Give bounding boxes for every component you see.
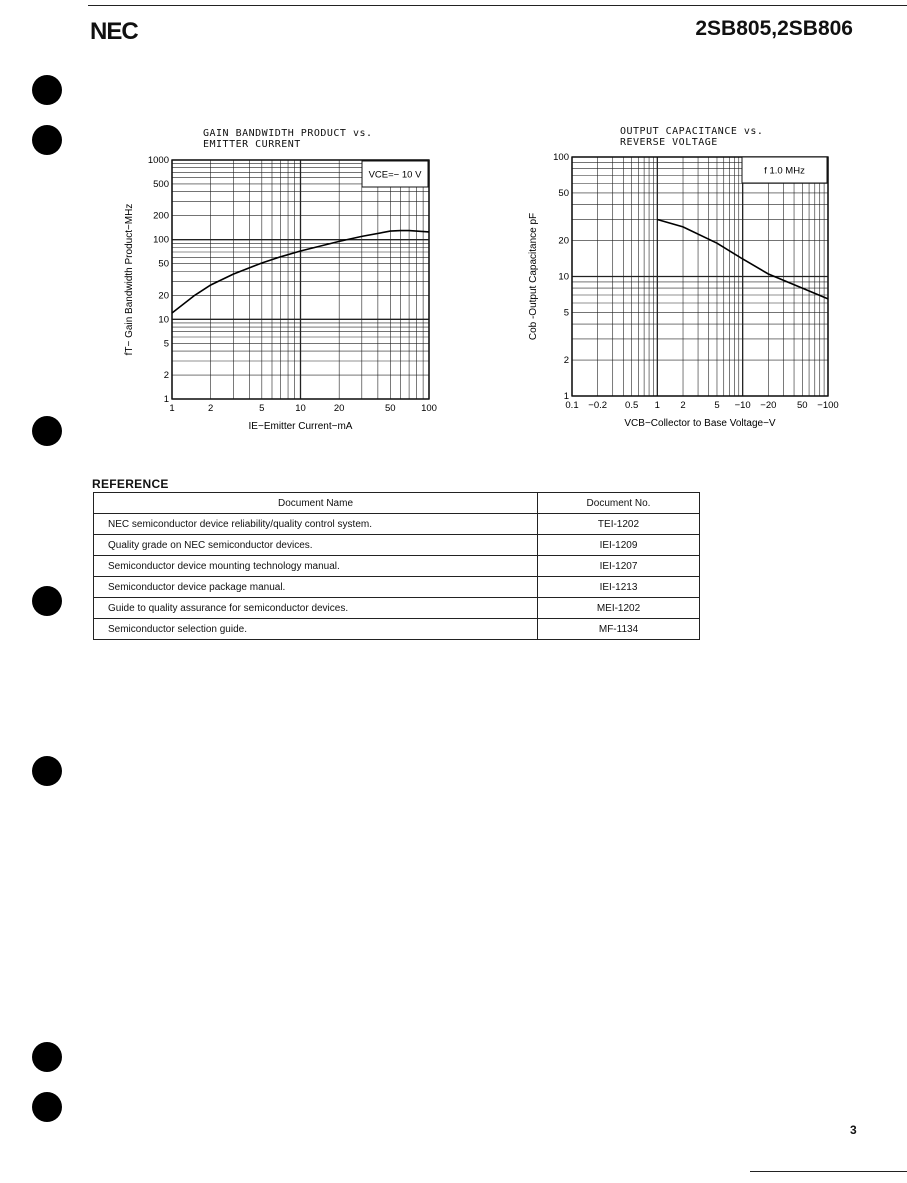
document-number: MEI-1202: [538, 598, 700, 619]
x-tick-label: 0.5: [625, 400, 639, 411]
x-axis-label: IE−Emitter Current−mA: [248, 421, 353, 432]
footer-rule: [750, 1171, 907, 1172]
page-number: 3: [850, 1123, 857, 1137]
punch-hole: [32, 756, 62, 786]
y-tick-label: 50: [158, 258, 169, 270]
y-tick-label: 50: [558, 187, 569, 199]
output-capacitance-chart: [520, 148, 880, 440]
x-tick-label: −100: [817, 400, 839, 411]
punch-hole: [32, 1042, 62, 1072]
x-tick-label: 100: [421, 403, 437, 414]
punch-hole: [32, 75, 62, 105]
x-tick-label: −20: [760, 400, 777, 411]
x-tick-label: −0.2: [588, 400, 608, 411]
header-rule: [88, 5, 907, 6]
table-row: [94, 556, 700, 577]
document-number: MF-1134: [538, 619, 700, 640]
y-tick-label: 100: [153, 234, 169, 246]
punch-hole: [32, 586, 62, 616]
reference-title: REFERENCE: [92, 477, 169, 491]
x-tick-label: −10: [734, 400, 751, 411]
punch-hole: [32, 1092, 62, 1122]
x-tick-label: 0.1: [565, 400, 579, 411]
x-tick-label: 20: [333, 403, 345, 414]
y-tick-label: 2: [563, 355, 569, 367]
y-tick-label: 200: [153, 210, 169, 222]
table-row: [94, 514, 700, 535]
x-tick-label: 50: [385, 403, 396, 414]
document-number: TEI-1202: [538, 514, 700, 535]
x-tick-label: 2: [208, 403, 214, 414]
x-tick-label: 10: [295, 403, 306, 414]
y-tick-label: 1000: [147, 155, 169, 166]
y-tick-label: 10: [158, 314, 169, 326]
y-axis-label: fT− Gain Bandwidth Product−MHz: [124, 203, 135, 356]
gain-bandwidth-chart: [108, 150, 458, 440]
y-tick-label: 5: [163, 338, 169, 350]
y-axis-label: Cob -Output Capacitance pF: [528, 212, 539, 341]
col-document-name: Document Name: [94, 493, 538, 514]
x-tick-label: 5: [259, 403, 265, 414]
table-row: [94, 598, 700, 619]
y-tick-label: 10: [558, 271, 569, 283]
document-name: NEC semiconductor device reliability/quality control system.: [94, 514, 538, 535]
document-number: IEI-1207: [538, 556, 700, 577]
table-row: [94, 577, 700, 598]
annotation-label: f 1.0 MHz: [764, 165, 805, 177]
x-tick-label: 50: [797, 400, 808, 411]
table-row: [94, 535, 700, 556]
x-tick-label: 1: [169, 403, 175, 414]
document-name: Quality grade on NEC semiconductor devices.: [94, 535, 538, 556]
document-name: Semiconductor selection guide.: [94, 619, 538, 640]
y-tick-label: 1: [563, 391, 569, 402]
document-number: IEI-1209: [538, 535, 700, 556]
chart1-title: GAIN BANDWIDTH PRODUCT vs. EMITTER CURRENT: [203, 128, 373, 150]
punch-hole: [32, 125, 62, 155]
x-tick-label: 2: [680, 400, 686, 411]
x-tick-label: 1: [654, 400, 660, 411]
y-tick-label: 1: [163, 394, 169, 405]
y-tick-label: 500: [153, 178, 169, 190]
y-tick-label: 100: [553, 152, 569, 163]
document-name: Semiconductor device package manual.: [94, 577, 538, 598]
document-number: IEI-1213: [538, 577, 700, 598]
y-tick-label: 20: [558, 235, 569, 247]
col-document-no: Document No.: [538, 493, 700, 514]
document-name: Guide to quality assurance for semiconductor devices.: [94, 598, 538, 619]
part-numbers: 2SB805,2SB806: [695, 17, 853, 40]
table-row: [94, 619, 700, 640]
reference-header-row: [94, 493, 700, 514]
annotation-label: VCE=− 10 V: [368, 169, 422, 181]
y-tick-label: 2: [163, 370, 169, 382]
nec-logo: NEC: [90, 18, 138, 45]
y-tick-label: 5: [563, 307, 569, 319]
document-name: Semiconductor device mounting technology manual.: [94, 556, 538, 577]
chart2-title: OUTPUT CAPACITANCE vs. REVERSE VOLTAGE: [620, 126, 764, 148]
y-tick-label: 20: [158, 290, 169, 302]
punch-hole: [32, 416, 62, 446]
x-tick-label: 5: [714, 400, 720, 411]
reference-table: [93, 492, 700, 640]
x-axis-label: VCB−Collector to Base Voltage−V: [624, 418, 776, 429]
